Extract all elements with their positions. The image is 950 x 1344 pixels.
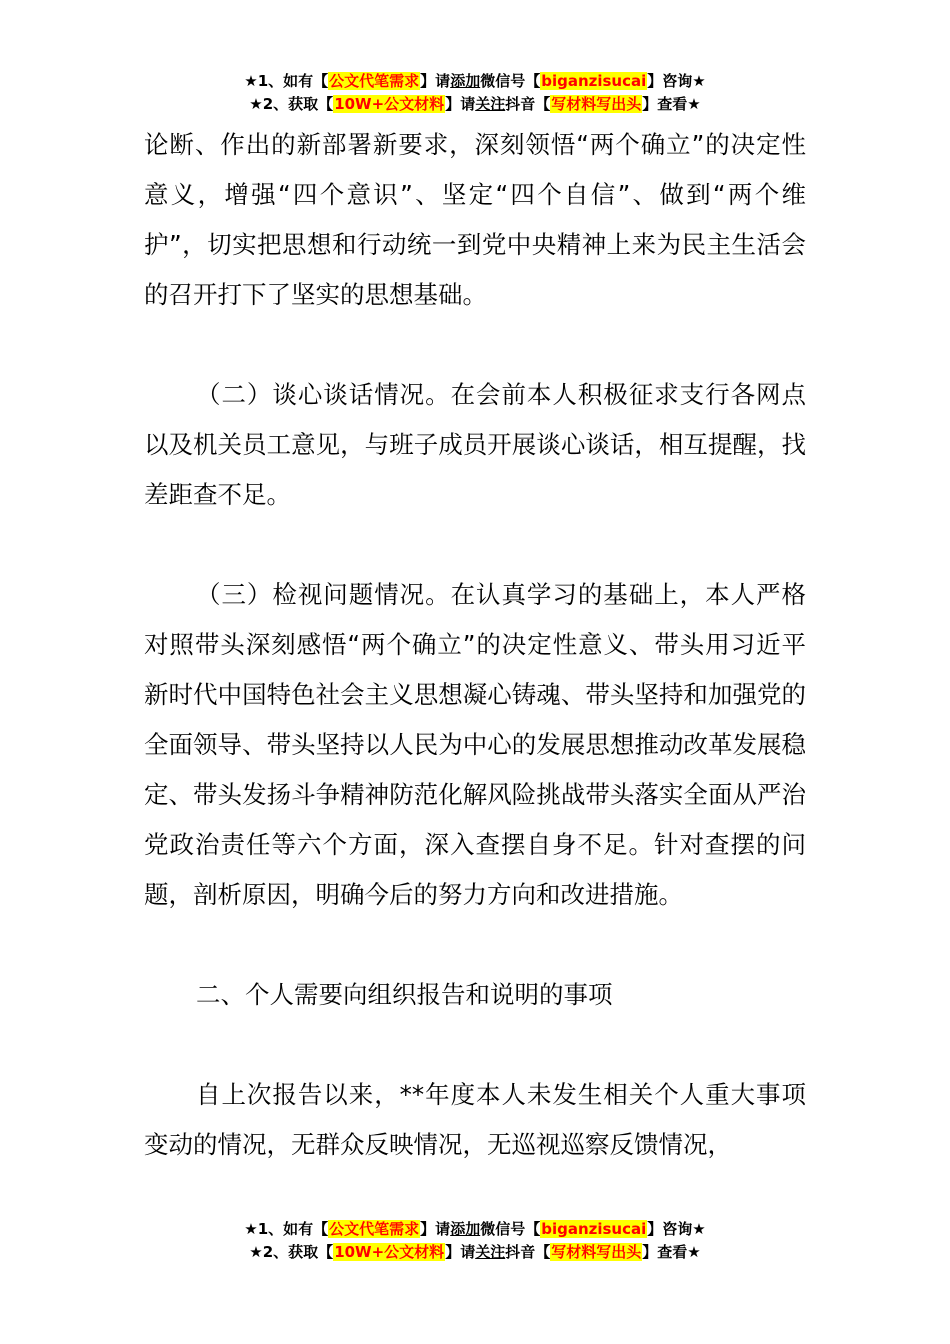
document-body	[144, 120, 806, 1170]
banner-line-2: ★2、获取【10W+公文材料】请关注抖音【写材料写出头】查看★	[249, 1243, 701, 1261]
banner-highlight: 10W+公文材料	[334, 95, 445, 113]
banner-line-2: ★2、获取【10W+公文材料】请关注抖音【写材料写出头】查看★	[249, 95, 701, 113]
wechat-id-highlight: biganzisucai	[541, 1220, 647, 1238]
section-heading: 二、个人需要向组织报告和说明的事项	[196, 980, 613, 1009]
wechat-id-highlight: biganzisucai	[541, 72, 647, 90]
paragraph-section-2: （二）谈心谈话情况。在会前本人积极征求支行各网点以及机关员工意见，与班子成员开展谈心谈话，相互提醒，找差距查不足。	[144, 380, 806, 509]
banner-highlight: 公文代笔需求	[329, 1220, 420, 1238]
douyin-id-highlight: 写材料写出头	[551, 95, 642, 113]
top-banner	[0, 70, 950, 116]
paragraph-section-3: （三）检视问题情况。在认真学习的基础上，本人严格对照带头深刻感悟“两个确立”的决定性意义、带头用习近平新时代中国特色社会主义思想凝心铸魂、带头坚持和加强党的全面领导、带头坚持以人民为中心的发展思想推动改革发展稳定、带头发扬斗争精神防范化解风险挑战带头落实全面从严治党政治责任等六个方面，深入查摆自身不足。针对查摆的问题，剖析原因，明确今后的努力方向和改进措施。	[144, 580, 806, 909]
paragraph-continuation: 论断、作出的新部署新要求，深刻领悟“两个确立”的决定性意义，增强“四个意识”、坚定“四个自信”、做到“两个维护”，切实把思想和行动统一到党中央精神上来为民主生活会的召开打下了坚实的思想基础。	[144, 130, 806, 309]
banner-highlight: 公文代笔需求	[329, 72, 420, 90]
paragraph-report: 自上次报告以来，**年度本人未发生相关个人重大事项变动的情况，无群众反映情况，无巡视巡察反馈情况，	[144, 1080, 806, 1159]
banner-line-1: ★1、如有【公文代笔需求】请添加微信号【biganzisucai】咨询★	[244, 72, 706, 90]
bottom-banner	[0, 1218, 950, 1264]
banner-highlight: 10W+公文材料	[334, 1243, 445, 1261]
banner-line-1: ★1、如有【公文代笔需求】请添加微信号【biganzisucai】咨询★	[244, 1220, 706, 1238]
douyin-id-highlight: 写材料写出头	[551, 1243, 642, 1261]
